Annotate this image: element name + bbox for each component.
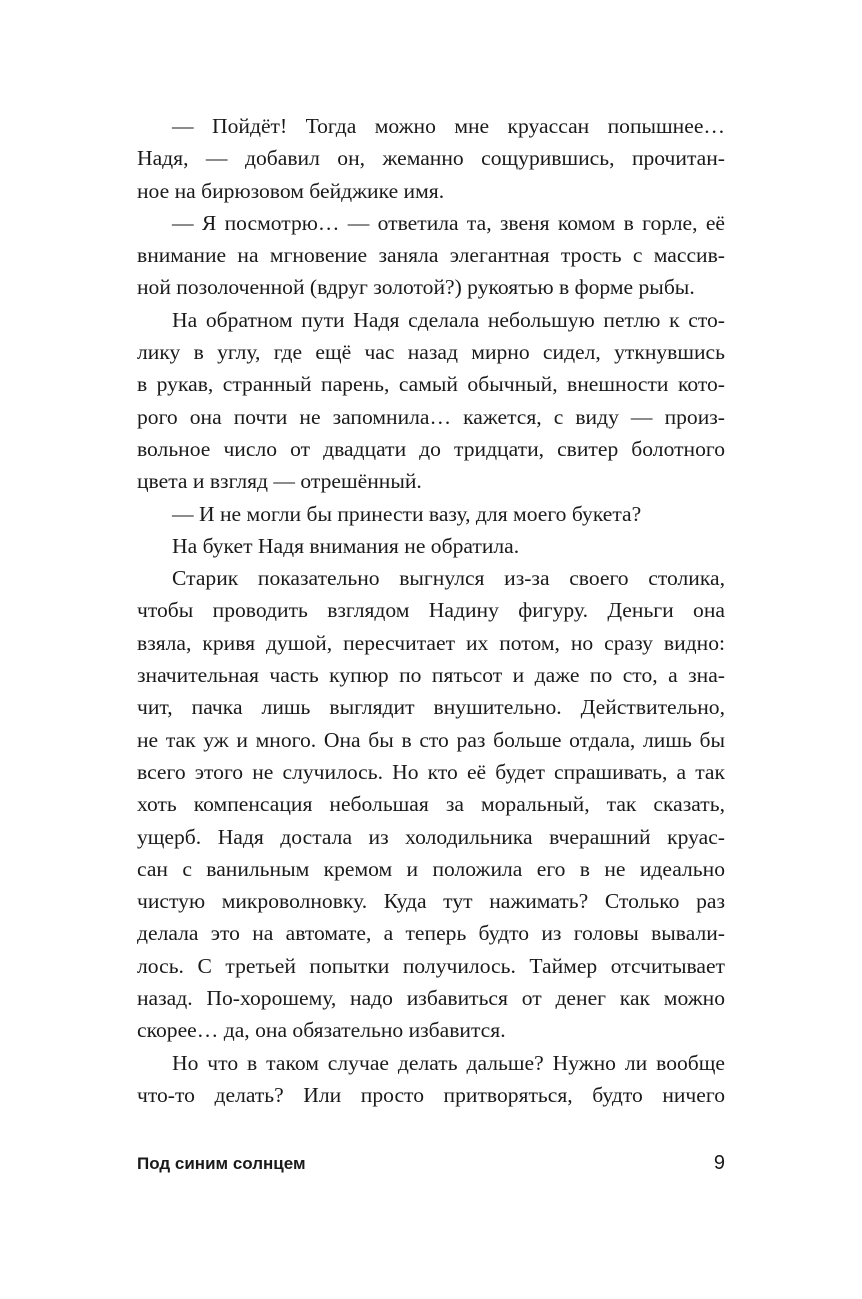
text-line: Надя, — добавил он, жеманно сощурившись, прочитан- (137, 146, 725, 171)
text-line: Старик показательно выгнулся из-за своего столика, (172, 566, 725, 591)
text-line: назад. По-хорошему, надо избавиться от денег как можно (137, 986, 725, 1011)
text-line: рого она почти не запомнила… кажется, с виду — произ- (137, 404, 725, 429)
text-line: скорее… да, она обязательно избавится. (137, 1018, 506, 1043)
text-line: На обратном пути Надя сделала небольшую петлю к сто- (172, 307, 725, 332)
text-line: лику в углу, где ещё час назад мирно сидел, уткнувшись (137, 340, 725, 365)
text-line: вольное число от двадцати до тридцати, свитер болотного (137, 436, 725, 461)
text-line: ное на бирюзовом бейджике имя. (137, 178, 445, 203)
page-number: 9 (713, 1152, 725, 1174)
text-line: — И не могли бы принести вазу, для моего букета? (172, 501, 642, 526)
text-line: Но что в таком случае делать дальше? Нужно ли вообще (172, 1050, 725, 1075)
text-line: не так уж и много. Она бы в сто раз больше отдала, лишь бы (137, 727, 725, 752)
text-line: — Пойдёт! Тогда можно мне круассан попышнее… (172, 114, 725, 138)
text-line: лось. С третьей попытки получилось. Таймер отсчитывает (137, 953, 725, 978)
body-text (137, 110, 725, 1111)
text-line: сан с ванильным кремом и положила его в не идеально (137, 856, 725, 881)
text-line: чит, пачка лишь выглядит внушительно. Действительно, (137, 695, 725, 720)
text-line: внимание на мгновение заняла элегантная трость с массив- (137, 243, 725, 268)
text-line: делала это на автомате, а теперь будто из головы вывали- (137, 921, 725, 946)
text-line: значительная часть купюр по пятьсот и даже по сто, а зна- (137, 663, 725, 688)
text-line: ущерб. Надя достала из холодильника вчерашний круас- (137, 824, 725, 849)
text-line: На букет Надя внимания не обратила. (172, 533, 520, 558)
text-line: цвета и взгляд — отрешённый. (137, 469, 422, 494)
text-line: хоть компенсация небольшая за моральный, так сказать, (137, 792, 725, 817)
text-line: взяла, кривя душой, пересчитает их потом, но сразу видно: (137, 630, 725, 655)
text-line: всего этого не случилось. Но кто её будет спрашивать, а так (137, 759, 725, 784)
text-line: чтобы проводить взглядом Надину фигуру. Деньги она (137, 598, 725, 623)
text-line: в рукав, странный парень, самый обычный, внешности кото- (137, 372, 725, 397)
text-line: ной позолоченной (вдруг золотой?) рукоятью в форме рыбы. (137, 275, 695, 300)
text-line: чистую микроволновку. Куда тут нажимать? Столько раз (137, 889, 725, 914)
text-line: что-то делать? Или просто притворяться, будто ничего (137, 1082, 725, 1107)
text-line: — Я посмотрю… — ответила та, звеня комом в горле, её (172, 210, 725, 235)
running-footer-title: Под синим солнцем (137, 1154, 306, 1173)
